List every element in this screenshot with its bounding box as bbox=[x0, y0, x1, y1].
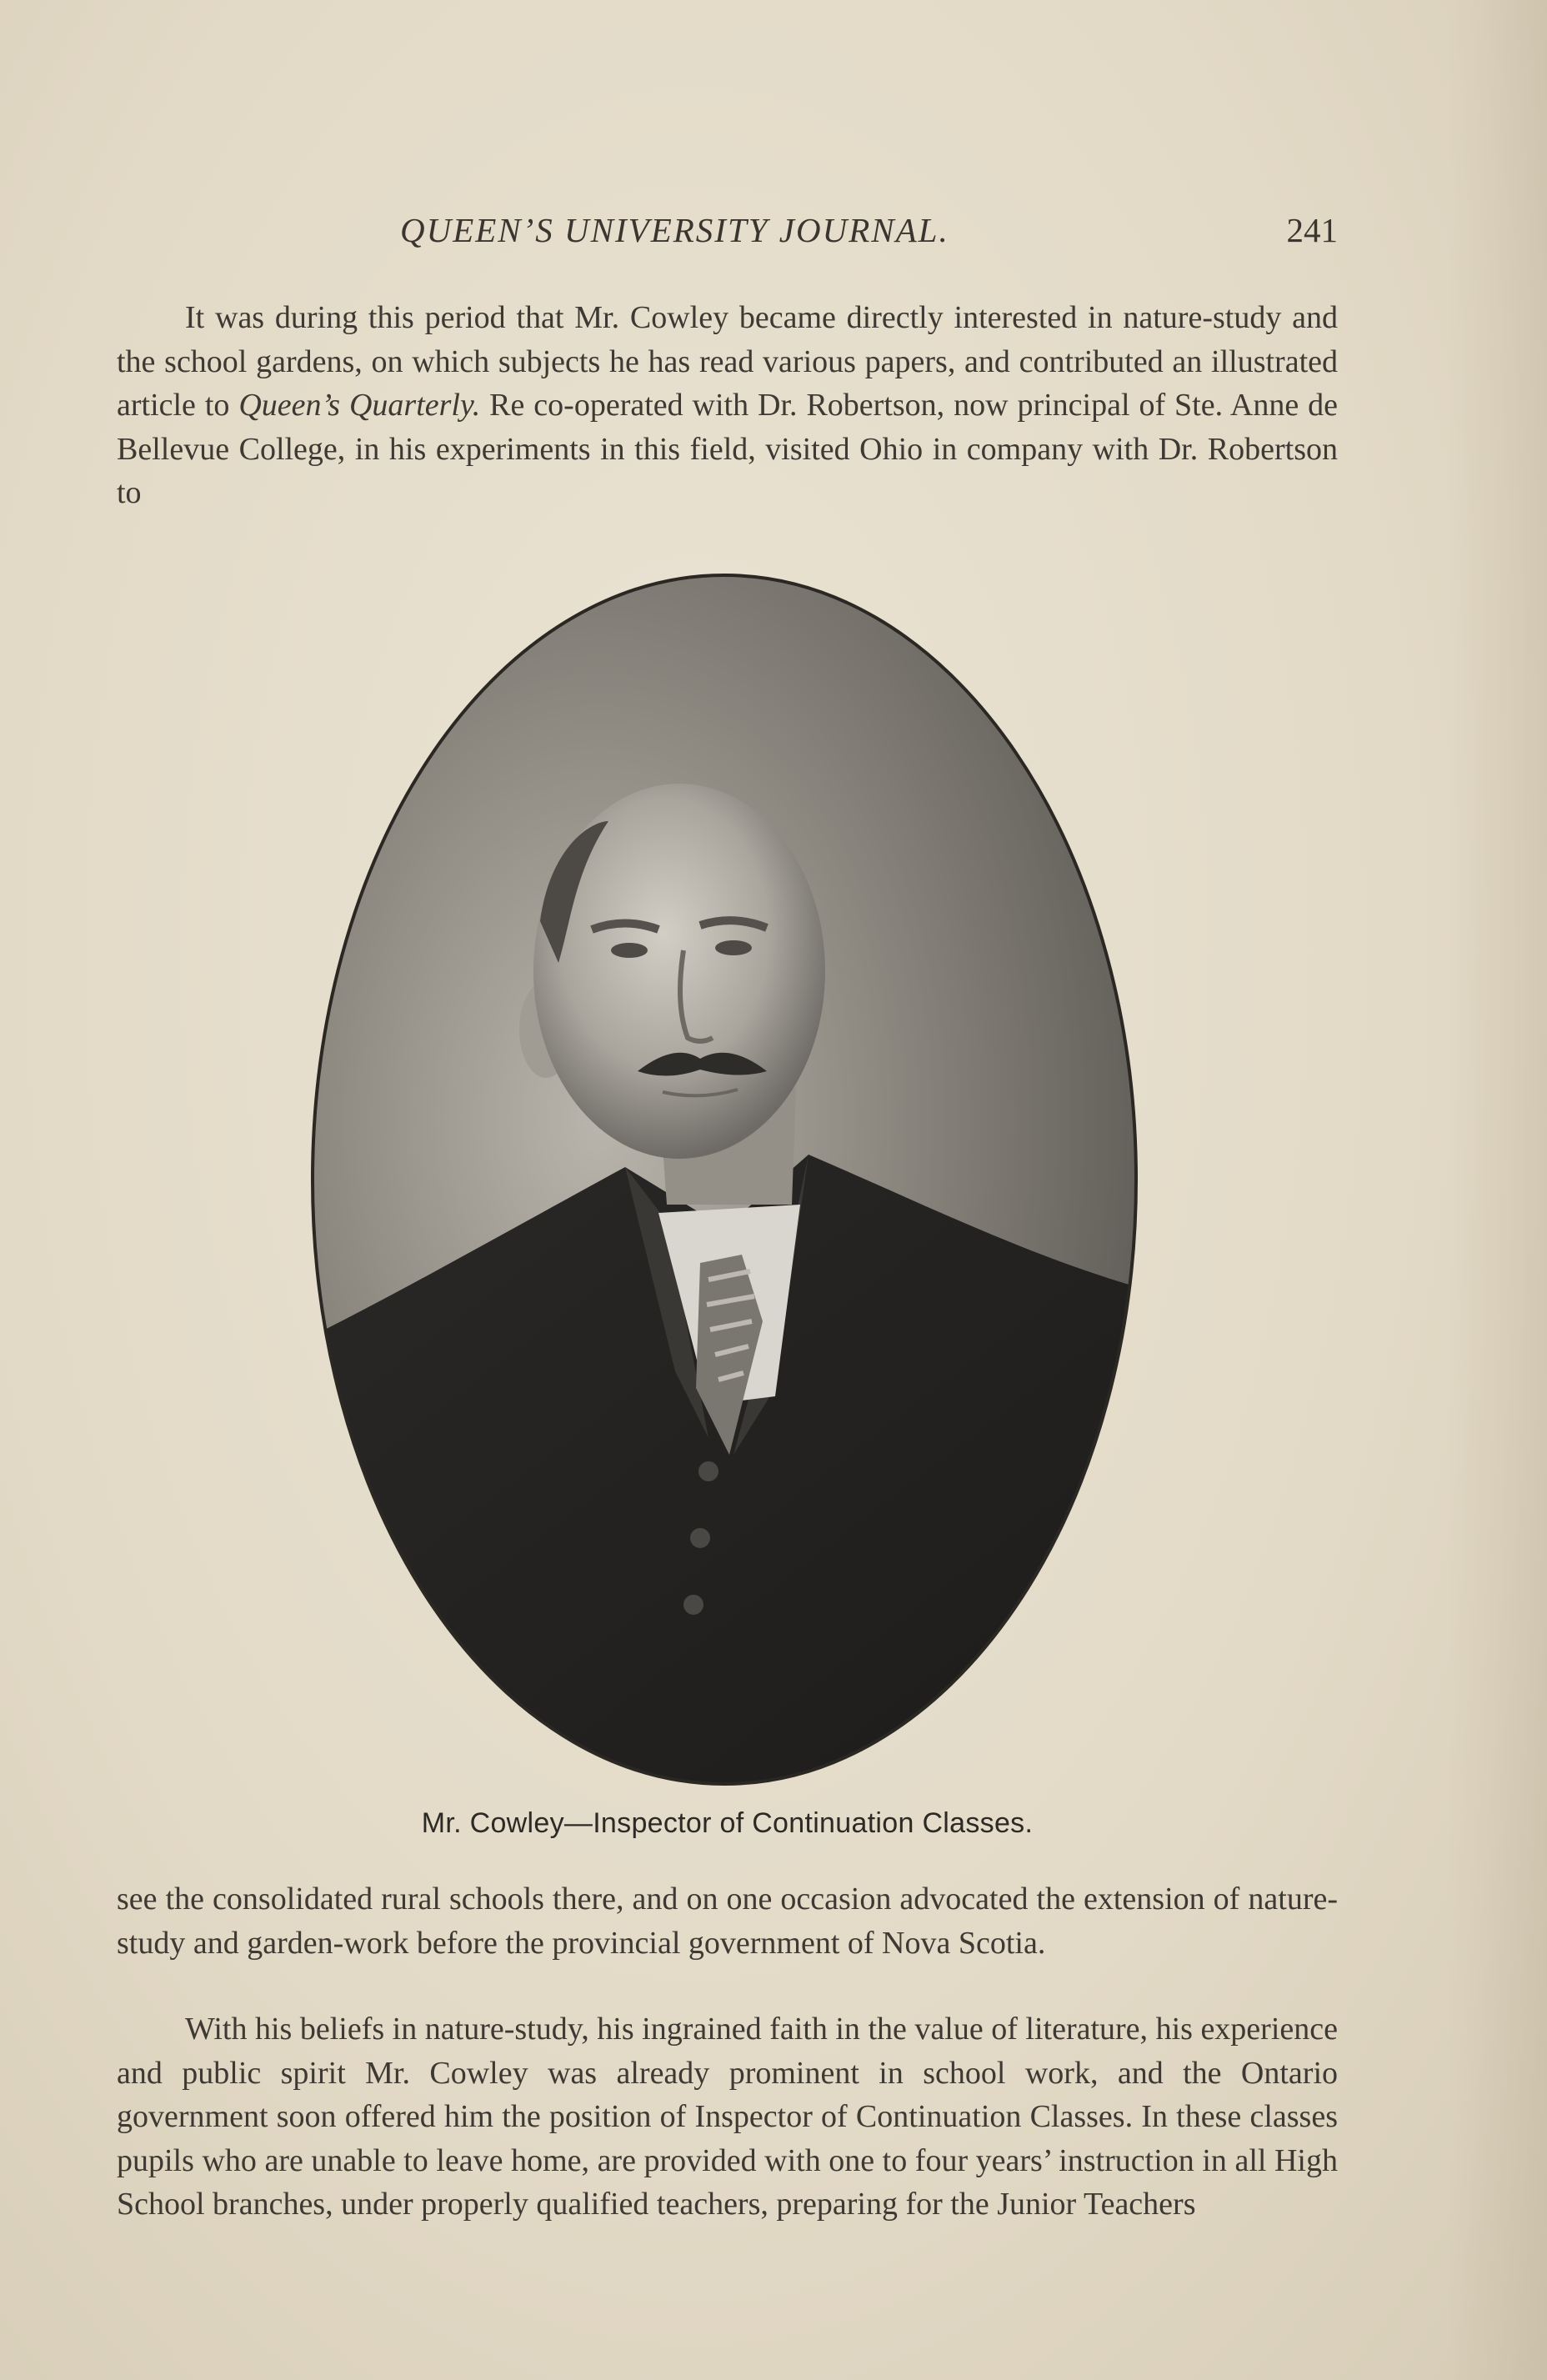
running-header bbox=[117, 210, 1338, 260]
paragraph-1 bbox=[117, 296, 1338, 515]
paragraph-2: see the consolidated rural schools there, and on one occasion advocated the extension of nature-study and garden-work before the provincial government of Nova Scotia. bbox=[117, 1881, 1338, 1961]
paragraph-1-text-before: It was during this period that Mr. Cowley became directly interested in nature-study and the school gardens, on which subjects he has read various papers, and contributed an illustrated article to bbox=[117, 300, 1338, 423]
paragraph-1-text-after: Re co-operated with Dr. Robertson, now principal of Ste. Anne de Bellevue College, in his experiments in this field, visited Ohio in company with Dr. Robertson to bbox=[117, 388, 1338, 510]
paragraph-3: With his beliefs in nature-study, his ingrained faith in the value of literature, his experience and public spirit Mr. Cowley was already prominent in school work, and the Ontario government soon offered him the position of Inspector of Continuation Classes. In these classes pupils who are unable to leave home, are provided with one to four years’ instruction in all High School branches, under properly qualified teachers, preparing for the Junior Teachers bbox=[117, 2012, 1338, 2222]
publication-title: Queen’s Quarterly. bbox=[238, 388, 481, 423]
portrait-photograph bbox=[308, 571, 1140, 1788]
journal-title: QUEEN’S UNIVERSITY JOURNAL. bbox=[400, 211, 949, 249]
portrait-caption: Mr. Cowley—Inspector of Continuation Classes. bbox=[421, 1807, 1034, 1839]
page-number: 241 bbox=[1286, 211, 1338, 249]
